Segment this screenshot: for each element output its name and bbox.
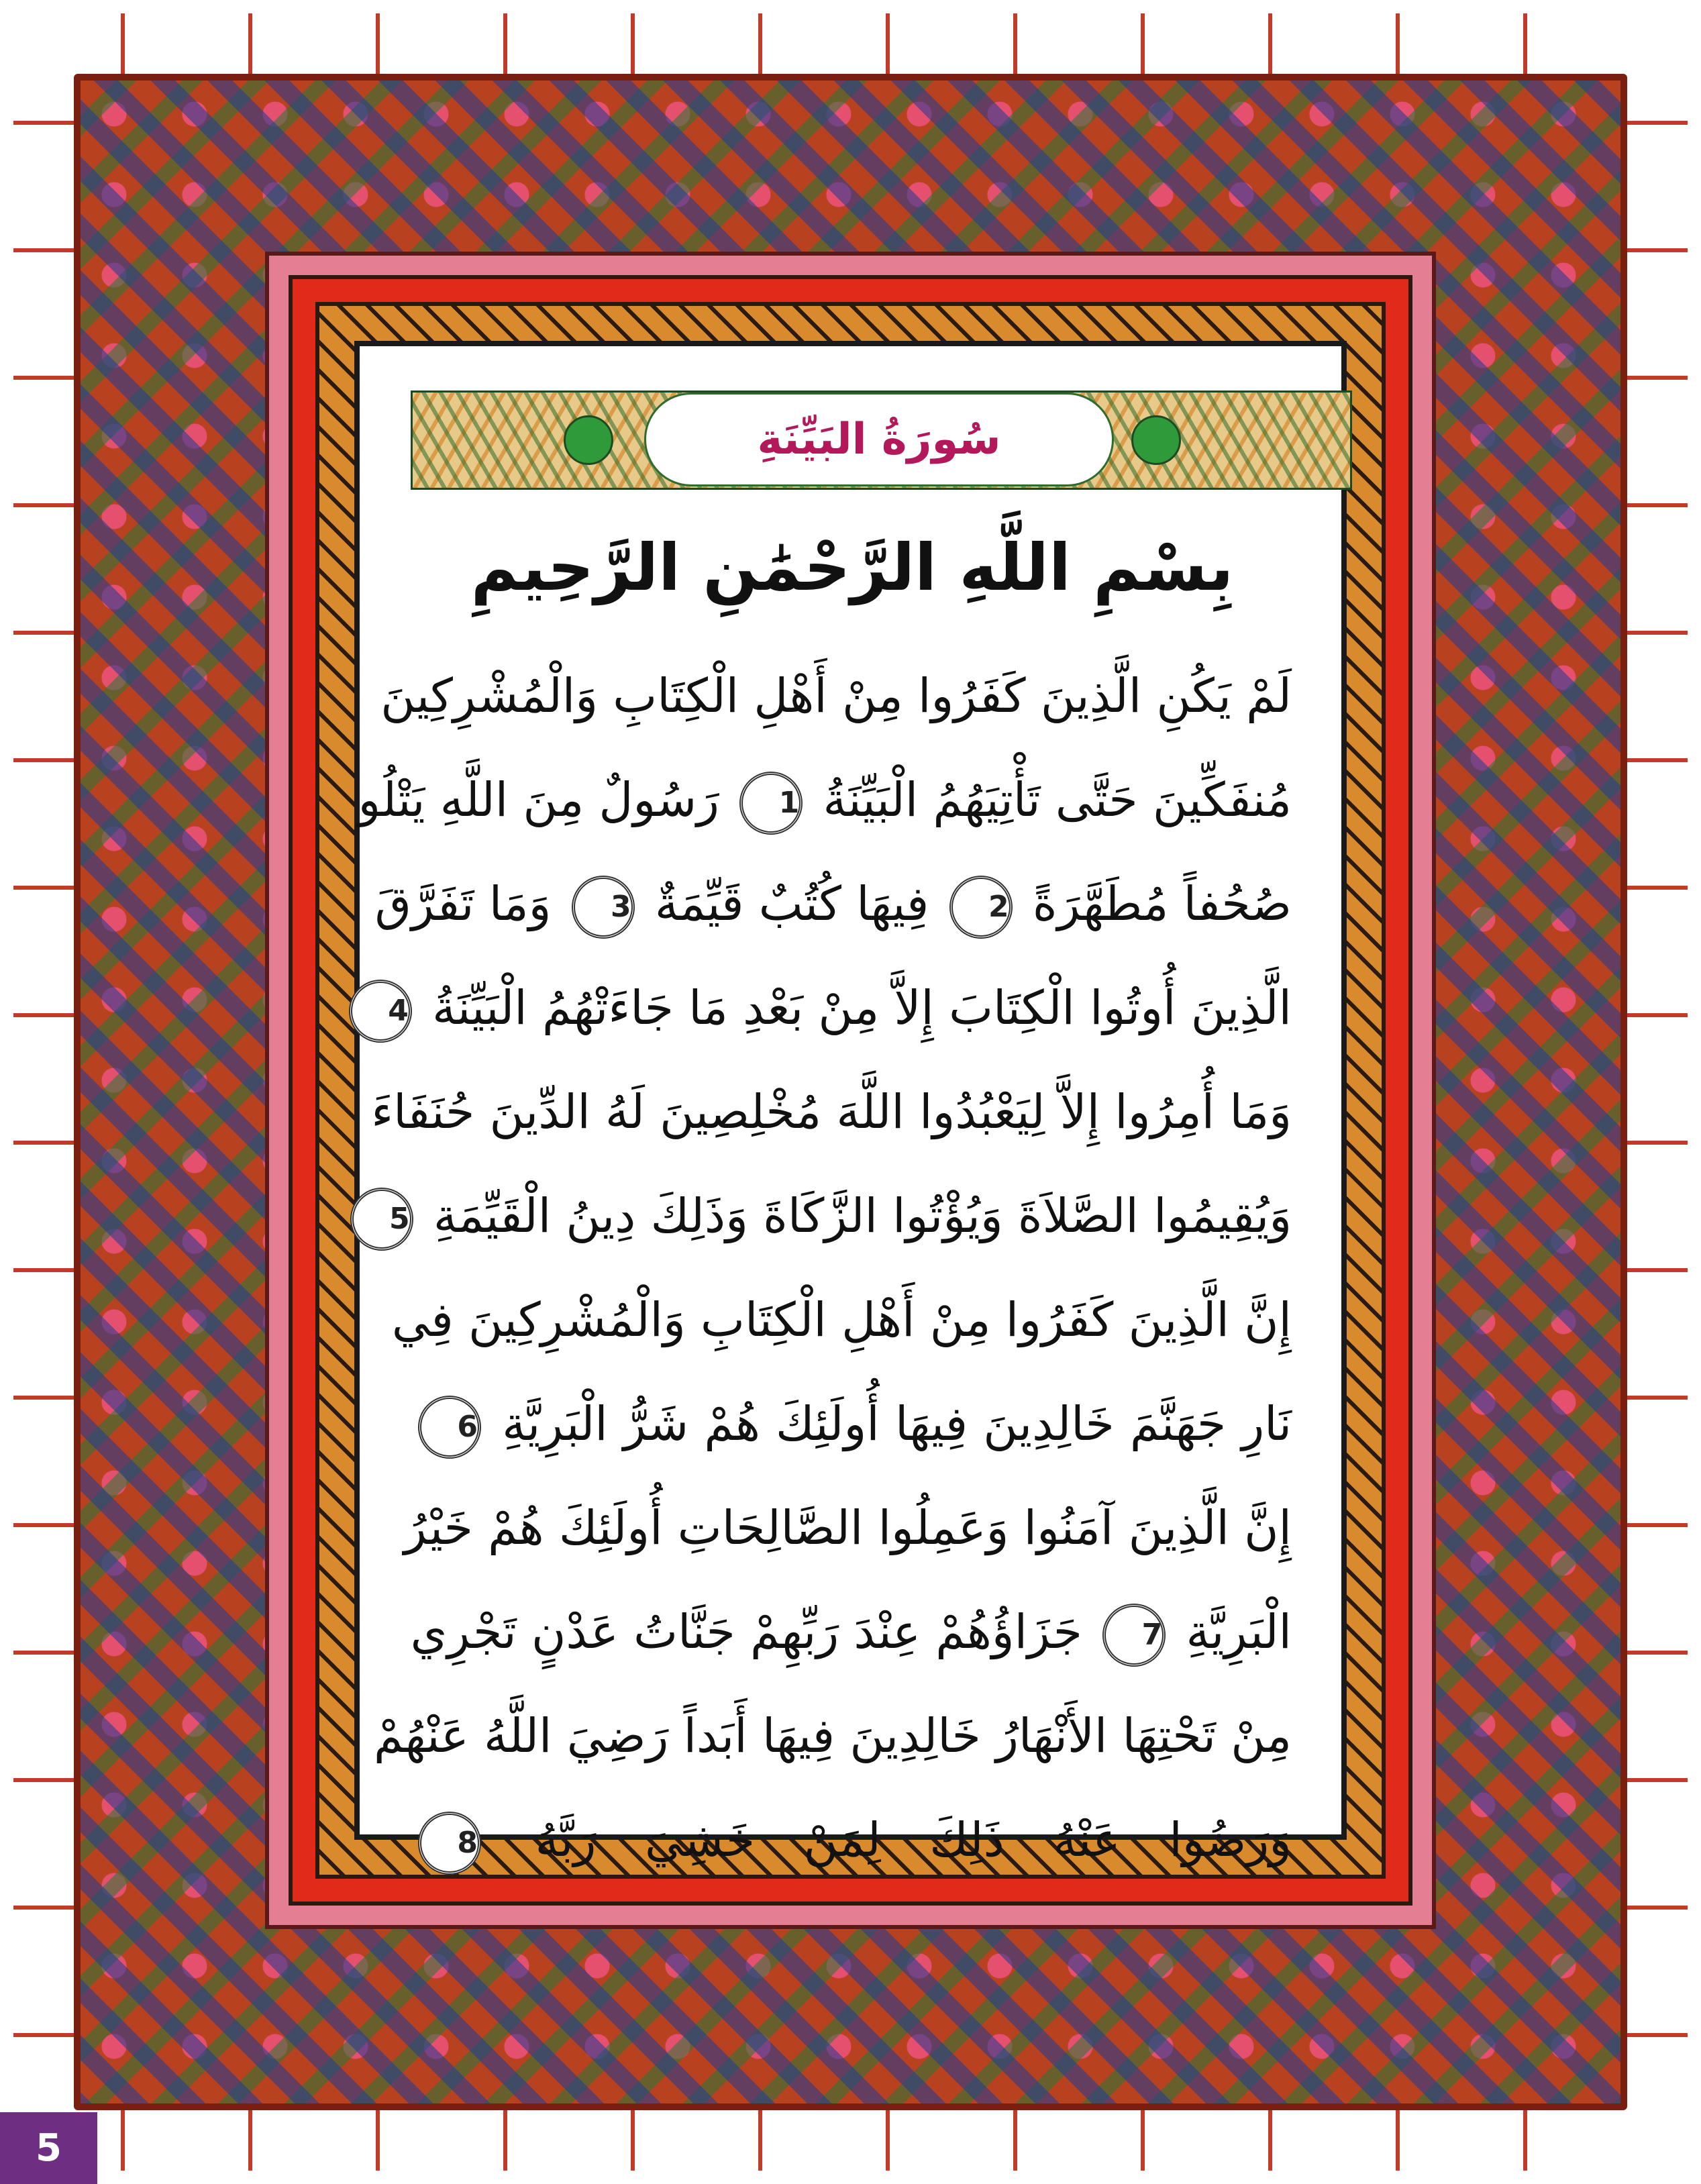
verse-text: إِنَّ الَّذِينَ آمَنُوا وَعَمِلُوا الصَّالِحَاتِ أُولَئِكَ هُمْ خَيْرُ	[403, 1500, 1292, 1555]
ayah-number-marker: 5	[350, 1188, 413, 1251]
verse-line	[380, 644, 1292, 748]
page-number-tab	[0, 2112, 97, 2184]
verse-line	[403, 1476, 1292, 1580]
verse-text: إِنَّ الَّذِينَ كَفَرُوا مِنْ أَهْلِ الْكِتَابِ وَالْمُشْرِكِينَ فِي	[391, 1292, 1292, 1347]
ayah-number-marker: 3	[572, 876, 635, 939]
verse-line	[413, 1372, 1292, 1476]
ayah-number-marker: 8	[418, 1812, 481, 1875]
ayah-number-marker: 4	[349, 980, 412, 1043]
verse-text: الَّذِينَ أُوتُوا الْكِتَابَ إِلاَّ مِنْ بَعْدِ مَا جَاءَتْهُمُ الْبَيِّنَةُ	[432, 980, 1292, 1035]
basmala: بِسْمِ اللَّهِ الرَّحْمَٰنِ الرَّحِيمِ	[470, 530, 1234, 605]
verse-text: وَيُقِيمُوا الصَّلاَةَ وَيُؤْتُوا الزَّكَاةَ وَذَلِكَ دِينُ الْقَيِّمَةِ	[433, 1188, 1292, 1243]
verse-text: وَمَا تَفَرَّقَ	[374, 876, 552, 931]
verse-text: مِنْ تَحْتِهَا الأَنْهَارُ خَالِدِينَ فِيهَا أَبَداً رَضِيَ اللَّهُ عَنْهُمْ	[374, 1708, 1292, 1763]
verse-text: فِيهَا كُتُبٌ قَيِّمَةٌ	[654, 876, 929, 931]
verse-line	[389, 1164, 1292, 1268]
verse-line	[413, 1788, 1292, 1892]
verse-text: جَزَاؤُهُمْ عِنْدَ رَبِّهِمْ جَنَّاتُ عَدْنٍ تَجْرِي	[410, 1604, 1082, 1659]
frame-spikes-top	[74, 13, 1627, 81]
frame-spikes-left	[13, 74, 81, 2110]
verse-line	[391, 1268, 1292, 1372]
verse-text: نَارِ جَهَنَّمَ خَالِدِينَ فِيهَا أُولَئِكَ هُمْ شَرُّ الْبَرِيَّةِ	[502, 1396, 1292, 1451]
verse-line	[410, 1580, 1292, 1684]
ayah-number-marker: 1	[739, 772, 803, 835]
frame-spikes-bottom	[74, 2103, 1627, 2171]
verse-line	[371, 1060, 1292, 1164]
verse-line	[358, 748, 1292, 852]
ayah-number-marker: 2	[949, 876, 1013, 939]
surah-title: سُورَةُ البَيِّنَةِ	[757, 415, 1001, 464]
page-number: 5	[36, 2126, 62, 2170]
verse-text: وَرَضُوا عَنْهُ ذَلِكَ لِمَنْ خَشِيَ رَبَّهُ	[535, 1812, 1292, 1867]
verse-line	[388, 956, 1292, 1060]
verse-text: وَمَا أُمِرُوا إِلاَّ لِيَعْبُدُوا اللَّهَ مُخْلِصِينَ لَهُ الدِّينَ حُنَفَاءَ	[371, 1084, 1292, 1139]
banner-right-medallion	[1131, 415, 1181, 465]
verse-text: صُحُفاً مُطَهَّرَةً	[1032, 876, 1292, 931]
ayah-number-marker: 6	[418, 1396, 481, 1459]
verse-text: الْبَرِيَّةِ	[1186, 1604, 1292, 1659]
verse-text-block	[358, 644, 1292, 1892]
verse-line	[374, 852, 1292, 956]
verse-line	[374, 1684, 1292, 1788]
surah-title-plaque	[644, 393, 1114, 486]
verse-text: رَسُولٌ مِنَ اللَّهِ يَتْلُو	[358, 772, 719, 827]
verse-text: مُنفَكِّينَ حَتَّى تَأْتِيَهُمُ الْبَيِّنَةُ	[823, 772, 1292, 827]
banner-left-medallion	[564, 415, 613, 465]
ayah-number-marker: 7	[1102, 1604, 1166, 1667]
frame-spikes-right	[1620, 74, 1688, 2110]
verse-text: لَمْ يَكُنِ الَّذِينَ كَفَرُوا مِنْ أَهْلِ الْكِتَابِ وَالْمُشْرِكِينَ	[380, 668, 1292, 723]
